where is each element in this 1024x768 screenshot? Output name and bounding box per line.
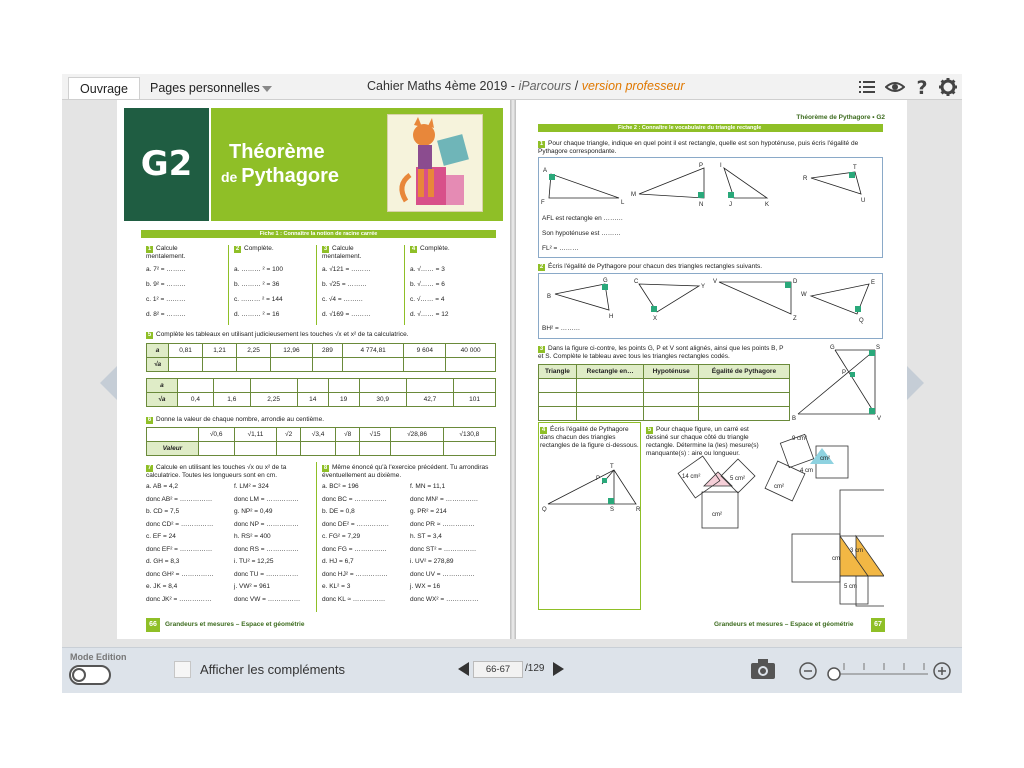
ex2-item-b: b. ……… ² = 36 xyxy=(234,281,280,288)
exercise-line: i. TU² = 12,25 xyxy=(234,558,274,565)
page-number-right: 67 xyxy=(871,618,885,632)
chapter-title-box xyxy=(211,108,503,221)
pt-M: M xyxy=(631,192,636,198)
table-cell: Valeur xyxy=(147,442,199,456)
ex3-text: Calcule mentalement. xyxy=(322,245,362,260)
title-version: version professeur xyxy=(581,79,685,93)
exercise-line: donc KL ≈ …………… xyxy=(322,595,386,603)
exercise-line: donc NP = …………… xyxy=(234,520,299,528)
chapter-title-line1: Théorème xyxy=(229,141,325,163)
table-cell: 4 774,81 xyxy=(342,344,403,358)
exercise-line: e. KL² = 3 xyxy=(322,583,351,590)
exercise-line: donc AB² = …………… xyxy=(146,495,213,503)
tab-ouvrage[interactable]: Ouvrage xyxy=(68,77,140,99)
ex3-item-b: b. √25 = ……… xyxy=(322,281,367,288)
table-cell[interactable] xyxy=(336,442,359,456)
pt-T4: T xyxy=(610,464,614,470)
exercise-line: h. RS² = 400 xyxy=(234,533,271,540)
exercise-line: donc RS = …………… xyxy=(234,545,299,553)
ex8-label xyxy=(322,464,497,480)
table-cell[interactable] xyxy=(177,379,213,393)
r-ex4-figure xyxy=(538,462,641,512)
chevron-down-icon xyxy=(262,86,272,92)
ex1-text: Calcule mentalement. xyxy=(146,245,186,260)
ex5-label xyxy=(146,331,409,339)
exercise-line: donc FG = …………… xyxy=(322,545,387,553)
divider xyxy=(316,245,317,325)
table-cell: a xyxy=(147,379,178,393)
page-input[interactable]: 66-67 xyxy=(473,661,523,678)
pt-S4: S xyxy=(610,507,615,512)
exercise-line: e. JK = 8,4 xyxy=(146,583,178,590)
lbl-cm2-c: cm² xyxy=(712,512,722,518)
r-ex1-label xyxy=(538,140,883,156)
pt-G: G xyxy=(603,278,608,284)
r-ex4-number: 4 xyxy=(541,427,546,433)
exercise-line: a. BC² = 196 xyxy=(322,483,359,490)
exercise-line: d. GH = 8,3 xyxy=(146,558,180,565)
table-cell xyxy=(147,428,199,442)
table-cell[interactable] xyxy=(406,379,453,393)
ex8-text: Même énoncé qu'à l'exercice précédent. Tu arrondiras éventuellement au dixième. xyxy=(322,464,489,479)
table-cell: 19 xyxy=(328,393,359,407)
toggle-knob xyxy=(72,668,86,682)
pt-W: W xyxy=(801,292,807,298)
table-cell: 1,6 xyxy=(214,393,250,407)
ex6-table xyxy=(146,427,496,456)
table-cell: 101 xyxy=(454,393,496,407)
pt-K: K xyxy=(765,202,770,208)
ex2-number: 2 xyxy=(235,246,240,252)
pt-A: A xyxy=(543,168,548,174)
ex4-label xyxy=(410,245,450,253)
exercise-line: b. DE = 0,8 xyxy=(322,508,355,515)
exercise-line: g. NP² = 0,49 xyxy=(234,508,273,515)
table-cell: 0,81 xyxy=(169,344,203,358)
pt-V3: V xyxy=(877,416,882,422)
pt-P4: P xyxy=(596,476,601,482)
table-cell: 12,96 xyxy=(271,344,313,358)
pt-U: U xyxy=(861,198,866,204)
footer-right: Grandeurs et mesures – Espace et géométrie xyxy=(714,621,854,628)
r-ex2-row: BH² = ……… xyxy=(542,325,581,332)
ex5-table-2 xyxy=(146,378,496,407)
ex4-text: Complète. xyxy=(420,245,450,252)
r-ex1-number: 1 xyxy=(539,141,544,147)
r-ex3-number: 3 xyxy=(539,346,544,352)
right-page xyxy=(516,100,907,639)
pt-R4: R xyxy=(636,507,641,512)
lbl-5cm: 5 cm xyxy=(844,584,858,590)
lbl-9cm2: 9 cm² xyxy=(792,436,807,442)
table-cell: √8 xyxy=(336,428,359,442)
exercise-line: d. HJ = 6,7 xyxy=(322,558,354,565)
exercise-line: b. CD = 7,5 xyxy=(146,508,180,515)
exercise-line: donc DE² = …………… xyxy=(322,520,390,528)
r-ex3-text: Dans la figure ci-contre, les points G, P et V sont alignés, ainsi que les points B, P et S. Complète le tableau avec tous les triangles rectangles codés. xyxy=(538,345,784,360)
svg-text:?: ? xyxy=(916,77,928,97)
title-sep: / xyxy=(571,79,582,93)
exercise-line: f. MN = 11,1 xyxy=(410,483,446,490)
exercise-line: donc GH² = …………… xyxy=(146,570,214,578)
ex6-number: 6 xyxy=(147,417,152,423)
fiche2-band: Fiche 2 : Connaître le vocabulaire du triangle rectangle xyxy=(538,124,883,132)
table-cell[interactable] xyxy=(234,442,277,456)
r-ex2-box xyxy=(538,273,883,339)
pt-B3: B xyxy=(792,416,797,422)
r-ex3-label xyxy=(538,345,788,361)
fox-illustration xyxy=(387,114,483,212)
exercise-line: j. WX = 16 xyxy=(410,583,441,590)
table-cell: √3,4 xyxy=(300,428,336,442)
r-ex1-row3: FL² = ……… xyxy=(542,245,579,252)
ex6-text: Donne la valeur de chaque nombre, arrondie au centième. xyxy=(156,416,325,423)
exercise-line: h. ST = 3,4 xyxy=(410,533,442,540)
ex2-text: Complète. xyxy=(244,245,274,252)
pt-R: R xyxy=(803,176,808,182)
pt-C: C xyxy=(634,279,639,285)
ex1-item-a: a. 7² = ……… xyxy=(146,266,186,273)
exercise-line: donc UV = …………… xyxy=(410,570,475,578)
table-cell: √130,8 xyxy=(443,428,495,442)
table-cell: √a xyxy=(147,393,178,407)
table-cell: 1,21 xyxy=(203,344,237,358)
table-cell: 2,25 xyxy=(250,393,297,407)
pt-J: J xyxy=(729,202,732,208)
pt-D: D xyxy=(793,279,798,285)
table-cell: √2 xyxy=(277,428,300,442)
table-cell: a xyxy=(147,344,169,358)
camera-icon[interactable] xyxy=(750,658,776,680)
table-cell: √0,6 xyxy=(198,428,234,442)
exercise-line: donc ST² = …………… xyxy=(410,545,477,553)
title-main: Cahier Maths 4ème 2019 - xyxy=(367,79,519,93)
table-cell[interactable] xyxy=(391,442,443,456)
title-de: de xyxy=(221,169,242,185)
r-ex4-box xyxy=(538,422,641,610)
table-cell[interactable] xyxy=(203,358,237,372)
top-bar xyxy=(62,74,962,100)
table-header: Égalité de Pythagore xyxy=(698,365,789,379)
r-ex3-figure xyxy=(790,342,890,422)
ex5-table-1 xyxy=(146,343,496,372)
ex1-number: 1 xyxy=(147,246,152,252)
exercise-line: donc PR ≈ …………… xyxy=(410,520,475,528)
bottom-bar xyxy=(62,647,962,693)
exercise-line: a. AB = 4,2 xyxy=(146,483,178,490)
table-cell[interactable] xyxy=(169,358,203,372)
lbl-4cm: 4 cm xyxy=(800,468,814,474)
ex5-number: 5 xyxy=(147,332,152,338)
exercise-line: donc EF² = …………… xyxy=(146,545,213,553)
divider xyxy=(228,245,229,325)
table-cell[interactable] xyxy=(454,379,496,393)
pt-Q4: Q xyxy=(542,507,547,512)
exercise-line: f. LM² = 324 xyxy=(234,483,269,490)
r-ex5-number: 5 xyxy=(647,427,652,433)
r-ex2-number: 2 xyxy=(539,264,544,270)
table-cell[interactable] xyxy=(312,358,342,372)
exercise-line: donc HJ² = …………… xyxy=(322,570,388,578)
table-cell[interactable] xyxy=(359,379,406,393)
exercise-line: donc CD² = …………… xyxy=(146,520,214,528)
ex4-item-a: a. √…… = 3 xyxy=(410,266,445,273)
r-ex1-box xyxy=(538,157,883,258)
zoom-out-icon[interactable] xyxy=(799,662,817,680)
table-cell[interactable] xyxy=(446,358,496,372)
pt-V: V xyxy=(713,279,718,285)
table-cell: √15 xyxy=(359,428,391,442)
ex2-label xyxy=(234,245,274,253)
pt-L: L xyxy=(621,200,625,206)
divider xyxy=(316,462,317,612)
table-cell[interactable] xyxy=(443,442,495,456)
title-iparcours: iParcours xyxy=(518,79,572,93)
pt-S3: S xyxy=(876,345,881,351)
afficher-complements-checkbox[interactable] xyxy=(174,661,191,678)
pt-P: P xyxy=(699,163,704,169)
pt-F: F xyxy=(541,200,545,206)
table-cell: 0,4 xyxy=(177,393,213,407)
page-total: /129 xyxy=(525,663,545,674)
pt-N: N xyxy=(699,202,704,208)
lbl-3cm: 3 cm xyxy=(850,548,864,554)
ex1-label xyxy=(146,245,210,261)
pt-Z: Z xyxy=(793,316,797,322)
zoom-in-icon[interactable] xyxy=(933,662,951,680)
chapter-badge: G2 xyxy=(124,108,209,221)
ex3-item-a: a. √121 = ……… xyxy=(322,266,371,273)
ex3-label xyxy=(322,245,386,261)
table-cell[interactable] xyxy=(214,379,250,393)
exercise-line: donc WX² = …………… xyxy=(410,595,479,603)
prev-page-button[interactable] xyxy=(458,662,469,676)
ex1-item-b: b. 9² = ……… xyxy=(146,281,186,288)
pt-T: T xyxy=(853,165,857,171)
list-icon[interactable] xyxy=(857,77,877,97)
r-ex2-label xyxy=(538,263,762,271)
exercise-line: donc JK² = …………… xyxy=(146,595,212,603)
pt-Y: Y xyxy=(701,284,706,290)
ex6-label xyxy=(146,416,324,424)
ex3-item-c: c. √4 = ……… xyxy=(322,296,363,303)
afficher-complements-label[interactable]: Afficher les compléments xyxy=(200,662,345,677)
ex7-number: 7 xyxy=(147,465,152,471)
ex4-number: 4 xyxy=(411,246,416,252)
reader-app xyxy=(62,74,962,693)
help-icon[interactable] xyxy=(912,77,932,97)
table-header: Hypoténuse xyxy=(644,365,698,379)
ex3-item-d: d. √169 = ……… xyxy=(322,311,371,318)
gear-icon[interactable] xyxy=(938,77,958,97)
r-ex1-text: Pour chaque triangle, indique en quel point il est rectangle, quelle est son hypoténuse, puis écris l'égalité de Pythagore correspondante. xyxy=(538,140,859,155)
pt-X: X xyxy=(653,316,658,322)
table-header: Triangle xyxy=(539,365,577,379)
ex7-label xyxy=(146,464,311,480)
table-cell[interactable] xyxy=(328,379,359,393)
r-ex1-row2: Son hypoténuse est ……… xyxy=(542,230,621,237)
pt-B: B xyxy=(547,294,552,300)
table-cell: 2,25 xyxy=(237,344,271,358)
tab-pages-personnelles[interactable] xyxy=(148,77,278,99)
exercise-line: j. VW² = 961 xyxy=(234,583,270,590)
exercise-line: c. FG² = 7,29 xyxy=(322,533,361,540)
fiche1-band: Fiche 1 : Connaître la notion de racine carrée xyxy=(141,230,496,238)
mode-edition-label: Mode Edition xyxy=(70,652,127,662)
ex7-text: Calcule en utilisant les touches √x ou x² de ta calculatrice. Toutes les longueurs sont en cm. xyxy=(146,464,287,479)
ex3-number: 3 xyxy=(323,246,328,252)
ex2-item-d: d. ……… ² = 16 xyxy=(234,311,280,318)
r-ex2-text: Écris l'égalité de Pythagore pour chacun des triangles rectangles suivants. xyxy=(548,263,763,270)
exercise-line: donc TU = …………… xyxy=(234,570,299,578)
table-cell[interactable] xyxy=(359,442,391,456)
table-cell: 14 xyxy=(297,393,328,407)
lbl-5cm2: 5 cm² xyxy=(730,476,745,482)
table-cell[interactable] xyxy=(277,442,300,456)
table-cell: 40 000 xyxy=(446,344,496,358)
ex1-item-c: c. 1² = ……… xyxy=(146,296,186,303)
r-ex3-table xyxy=(538,364,790,421)
ex5-text: Complète les tableaux en utilisant judicieusement les touches √x et x² de ta calculatrice. xyxy=(156,331,409,338)
ex8-number: 8 xyxy=(323,465,328,471)
table-cell[interactable] xyxy=(297,379,328,393)
ex4-item-d: d. √…… = 12 xyxy=(410,311,449,318)
table-cell[interactable] xyxy=(271,358,313,372)
ex2-item-c: c. ……… ² = 144 xyxy=(234,296,283,303)
table-cell: 289 xyxy=(312,344,342,358)
tab-pages-label: Pages personnelles xyxy=(150,81,260,95)
pt-P3: P xyxy=(842,370,847,376)
page-number-left: 66 xyxy=(146,618,160,632)
r-ex1-row1: AFL est rectangle en ……… xyxy=(542,215,624,222)
lbl-cm2-b: cm² xyxy=(774,484,784,490)
ex4-item-b: b. √…… = 6 xyxy=(410,281,445,288)
pt-Q: Q xyxy=(859,318,864,324)
next-page-button[interactable] xyxy=(553,662,564,676)
exercise-line: donc BC = …………… xyxy=(322,495,387,503)
table-cell[interactable] xyxy=(404,358,446,372)
exercise-line: i. UV² = 278,89 xyxy=(410,558,454,565)
ex4-item-c: c. √…… = 4 xyxy=(410,296,445,303)
pt-H: H xyxy=(609,314,614,320)
footer-left: Grandeurs et mesures – Espace et géométrie xyxy=(165,621,305,628)
pt-I: I xyxy=(720,163,722,169)
divider xyxy=(404,245,405,325)
exercise-line: donc MN² = …………… xyxy=(410,495,479,503)
table-cell[interactable] xyxy=(198,442,234,456)
document-title xyxy=(367,79,685,93)
exercise-line: c. EF = 24 xyxy=(146,533,176,540)
title-pythagore: Pythagore xyxy=(241,165,340,187)
ex2-item-a: a. ……… ² = 100 xyxy=(234,266,283,273)
zoom-slider[interactable] xyxy=(824,658,932,682)
pt-G3: G xyxy=(830,345,835,351)
table-cell[interactable] xyxy=(342,358,403,372)
lbl-14cm2: 14 cm² xyxy=(682,474,701,480)
exercise-line: g. PR² = 214 xyxy=(410,508,447,515)
table-cell: √28,86 xyxy=(391,428,443,442)
r-ex4-text: Écris l'égalité de Pythagore dans chacun des triangles rectangles de la figure ci-dessous. xyxy=(540,426,639,449)
table-cell: 30,9 xyxy=(359,393,406,407)
r-ex4-label xyxy=(540,426,640,450)
table-cell[interactable] xyxy=(300,442,336,456)
left-page xyxy=(117,100,510,639)
chapter-title-line2 xyxy=(221,165,339,188)
exercise-line: donc LM = …………… xyxy=(234,495,299,503)
table-cell[interactable] xyxy=(237,358,271,372)
table-header: Rectangle en… xyxy=(576,365,644,379)
ex1-item-d: d. 8² = ……… xyxy=(146,311,186,318)
right-page-header: Théorème de Pythagore • G2 xyxy=(796,114,885,121)
r-ex5-figures xyxy=(644,426,884,614)
mode-edition-toggle[interactable] xyxy=(69,665,111,685)
table-cell[interactable] xyxy=(250,379,297,393)
eye-icon[interactable] xyxy=(885,77,905,97)
table-cell: 42,7 xyxy=(406,393,453,407)
table-cell: √1,11 xyxy=(234,428,277,442)
exercise-line: donc VW = …………… xyxy=(234,595,301,603)
table-cell: 9 604 xyxy=(404,344,446,358)
r-ex5-text: Pour chaque figure, un carré est dessiné sur chaque côté du triangle rectangle. Détermine la (les) mesure(s) manquante(s) : aire ou longueur. xyxy=(646,426,759,457)
pt-E: E xyxy=(871,280,876,286)
lbl-cm2-a: cm² xyxy=(820,456,830,462)
table-cell: √a xyxy=(147,358,169,372)
lbl-cm: cm xyxy=(832,556,840,562)
